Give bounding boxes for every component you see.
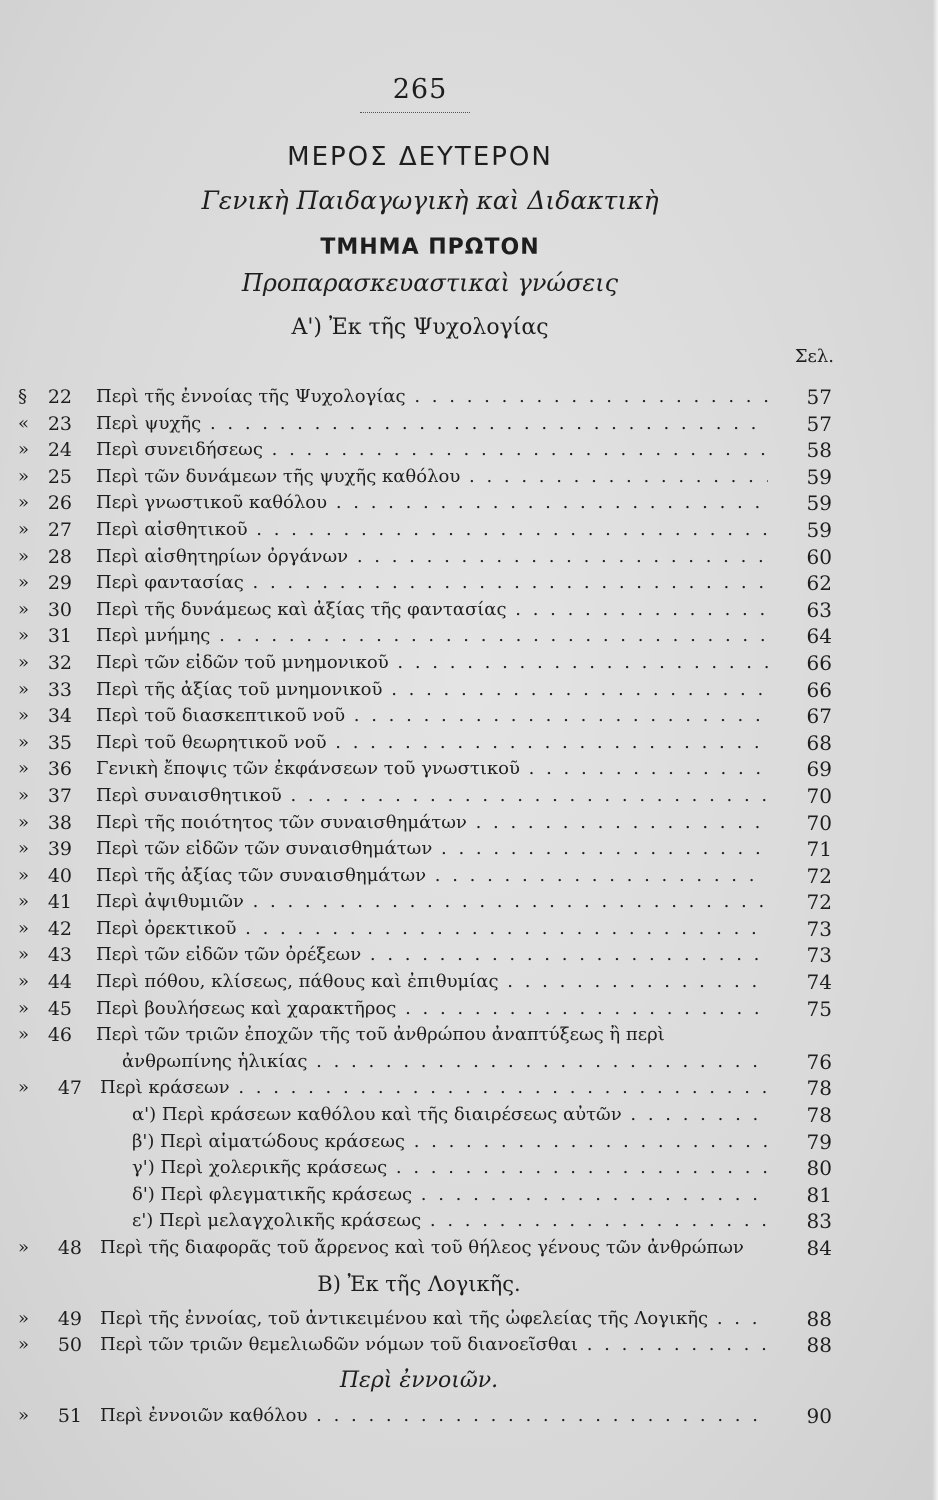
dotted-rule xyxy=(360,112,470,113)
entry-page: 70 xyxy=(806,783,832,808)
toc-entry xyxy=(0,916,938,943)
entry-mark: » xyxy=(18,705,30,727)
entry-page: 62 xyxy=(806,571,832,596)
entry-number: 38 xyxy=(47,811,72,834)
entry-mark: » xyxy=(18,518,30,540)
entry-number: 37 xyxy=(47,784,72,807)
toc-entry xyxy=(0,1306,938,1333)
entry-number: 46 xyxy=(47,1024,72,1047)
entry-page: 59 xyxy=(806,464,832,489)
entry-number: 27 xyxy=(47,518,72,541)
page-number: 265 xyxy=(392,74,448,105)
toc-entry xyxy=(0,1129,938,1156)
entry-mark: » xyxy=(18,1024,30,1046)
entry-number: 50 xyxy=(57,1334,82,1357)
entry-title: Περὶ μνήμης . . . xyxy=(96,623,768,649)
entry-number: 48 xyxy=(57,1237,82,1259)
entry-title: Περὶ τῶν εἰδῶν τῶν ὀρέξεων . . . xyxy=(96,942,768,968)
entry-mark: § xyxy=(18,386,27,407)
entry-mark: » xyxy=(18,598,30,620)
entry-title: Περὶ τοῦ θεωρητικοῦ νοῦ . . . xyxy=(96,730,768,756)
toc-entry xyxy=(0,1332,938,1359)
entry-page: 64 xyxy=(806,624,832,649)
entry-page: 81 xyxy=(806,1182,832,1207)
entry-number: 45 xyxy=(47,997,72,1020)
entry-title: Περὶ τῆς ποιότητος τῶν συναισθημάτων . . . xyxy=(96,810,768,836)
entry-number: 34 xyxy=(47,705,72,728)
entry-mark: » xyxy=(18,1334,30,1356)
section-title: ΤΜΗΜΑ ΠΡΩΤΟΝ xyxy=(320,235,540,260)
entry-title: Περὶ τῶν εἰδῶν τῶν συναισθημάτων . . . xyxy=(96,836,768,862)
toc-entry xyxy=(0,836,938,863)
entry-page: 68 xyxy=(806,730,832,755)
entry-title: Περὶ πόθου, κλίσεως, πάθους καὶ ἐπιθυμίας . . . xyxy=(96,969,768,995)
entry-page: 78 xyxy=(806,1076,832,1101)
entry-mark: » xyxy=(18,1307,30,1329)
entry-title: Περὶ συνειδήσεως . . . xyxy=(96,437,768,463)
entry-mark: » xyxy=(18,971,30,993)
entry-title: Περὶ γνωστικοῦ καθόλου . . . xyxy=(96,490,768,516)
entry-page: 71 xyxy=(806,837,832,862)
toc-entry xyxy=(0,969,938,996)
entry-mark: » xyxy=(18,758,30,780)
entry-number: 41 xyxy=(47,891,72,914)
entry-page: 78 xyxy=(806,1103,832,1128)
toc-entry xyxy=(0,490,938,517)
toc-entry xyxy=(0,623,938,650)
entry-mark: » xyxy=(18,944,30,966)
entry-mark: » xyxy=(18,784,30,806)
section-subtitle: Προπαρασκευαστικαὶ γνώσεις xyxy=(241,269,619,297)
entry-mark: » xyxy=(18,1237,30,1258)
entry-mark: » xyxy=(18,625,30,647)
entry-number: 29 xyxy=(47,572,72,595)
entry-title: Περὶ συναισθητικοῦ . . . xyxy=(96,783,768,809)
entry-title: Περὶ αἰσθητηρίων ὀργάνων . . . xyxy=(96,544,768,570)
entry-mark: » xyxy=(18,731,30,753)
entry-page: 88 xyxy=(806,1306,832,1331)
toc-entry xyxy=(0,1182,938,1209)
toc-entry xyxy=(0,703,938,730)
toc-entry-46-cont xyxy=(0,1049,938,1076)
entry-title: Περὶ αἰσθητικοῦ . . . xyxy=(96,517,768,543)
entry-title: δ') Περὶ φλεγματικῆς κράσεως . . . xyxy=(132,1182,768,1208)
toc-entry xyxy=(0,810,938,837)
toc-entry xyxy=(0,730,938,757)
entry-title: Περὶ τῆς διαφορᾶς τοῦ ἄρρενος καὶ τοῦ θήλεος γένους τῶν ἀνθρώπων xyxy=(100,1237,744,1258)
entry-mark: » xyxy=(18,1077,30,1099)
entry-title: Περὶ τῆς δυνάμεως καὶ ἀξίας τῆς φαντασίας . . . xyxy=(96,597,768,623)
entry-number: 51 xyxy=(57,1404,82,1427)
subsection-a-heading: Α') Ἐκ τῆς Ψυχολογίας xyxy=(291,315,549,340)
entry-number: 24 xyxy=(47,439,72,462)
toc-entry xyxy=(0,517,938,544)
entry-page: 66 xyxy=(806,677,832,702)
entry-number: 32 xyxy=(47,651,72,674)
entry-number: 40 xyxy=(47,864,72,887)
entry-page: 83 xyxy=(806,1209,832,1234)
entry-number: 30 xyxy=(47,598,72,621)
entry-title: α') Περὶ κράσεων καθόλου καὶ τῆς διαιρέσεως αὐτῶν . . . xyxy=(132,1102,768,1128)
entry-title: Περὶ ὀρεκτικοῦ . . . xyxy=(96,916,768,942)
entry-mark: » xyxy=(18,465,30,487)
entry-mark: » xyxy=(18,1404,30,1426)
entry-page: 75 xyxy=(806,996,832,1021)
entry-number: 47 xyxy=(57,1077,82,1100)
entry-number: 42 xyxy=(47,917,72,940)
entry-page: 66 xyxy=(806,650,832,675)
entry-mark: » xyxy=(18,439,30,461)
toc-entry xyxy=(0,1155,938,1182)
entry-number: 22 xyxy=(47,386,72,408)
entry-title: Περὶ τῆς ἀξίας τοῦ μνημονικοῦ . . . xyxy=(96,677,768,703)
entry-title: Περὶ τῶν τριῶν θεμελιωδῶν νόμων τοῦ διανοεῖσθαι . . . xyxy=(100,1332,768,1358)
entry-page: 58 xyxy=(806,438,832,463)
toc-entry xyxy=(0,570,938,597)
entry-number: 44 xyxy=(47,971,72,994)
entry-title: Περὶ τῶν τριῶν ἐποχῶν τῆς τοῦ ἀνθρώπου ἀναπτύξεως ἢ περὶ xyxy=(96,1024,665,1046)
entry-title: ε') Περὶ μελαγχολικῆς κράσεως . . . xyxy=(132,1208,768,1234)
entry-page: 73 xyxy=(806,943,832,968)
entry-number: 23 xyxy=(47,412,72,435)
entry-mark: » xyxy=(18,864,30,886)
toc-entry xyxy=(0,863,938,890)
page-column-header: Σελ. xyxy=(794,346,834,367)
toc-group-a xyxy=(0,384,938,1022)
entry-page: 74 xyxy=(806,970,832,995)
entry-number: 39 xyxy=(47,838,72,861)
toc-entry-48 xyxy=(0,1235,938,1262)
entry-title: Περὶ ἀψιθυμιῶν . . . xyxy=(96,889,768,915)
entry-title: Περὶ ἐννοιῶν καθόλου . . . xyxy=(100,1403,768,1429)
entry-page: 72 xyxy=(806,890,832,915)
toc-entry xyxy=(0,783,938,810)
entry-title-cont: ἀνθρωπίνης ἡλικίας . . . xyxy=(122,1049,768,1075)
entry-title: γ') Περὶ χολερικῆς κράσεως . . . xyxy=(132,1155,768,1181)
toc-group-b xyxy=(0,1306,938,1359)
toc-group-c xyxy=(0,1403,938,1430)
toc-entry xyxy=(0,464,938,491)
toc-entry-47 xyxy=(0,1075,938,1102)
entry-page: 88 xyxy=(806,1333,832,1358)
entry-page: 72 xyxy=(806,863,832,888)
toc-entry xyxy=(0,411,938,438)
entry-page: 57 xyxy=(806,411,832,436)
toc-entry-46 xyxy=(0,1022,938,1049)
entry-title: Περὶ τῶν εἰδῶν τοῦ μνημονικοῦ . . . xyxy=(96,650,768,676)
entry-page: 67 xyxy=(806,704,832,729)
entry-page: 59 xyxy=(806,517,832,542)
table-of-contents xyxy=(0,384,938,1429)
entry-number: 28 xyxy=(47,545,72,568)
entry-number: 43 xyxy=(47,944,72,967)
entry-mark: » xyxy=(18,678,30,700)
entry-title: Περὶ τῶν δυνάμεων τῆς ψυχῆς καθόλου . . . xyxy=(96,464,768,490)
entry-page: 69 xyxy=(806,757,832,782)
entry-page: 60 xyxy=(806,544,832,569)
entry-title: Γενικὴ ἔποψις τῶν ἐκφάνσεων τοῦ γνωστικοῦ . . . xyxy=(96,756,768,782)
entry-page: 79 xyxy=(806,1129,832,1154)
toc-entry xyxy=(0,756,938,783)
entry-mark: » xyxy=(18,891,30,913)
toc-group-47-subs xyxy=(0,1102,938,1235)
toc-entry xyxy=(0,1208,938,1235)
entry-mark: » xyxy=(18,545,30,567)
toc-entry xyxy=(0,650,938,677)
entry-mark: » xyxy=(18,492,30,514)
toc-entry xyxy=(0,384,938,411)
entry-title: Περὶ τῆς ἐννοίας τῆς Ψυχολογίας . . . xyxy=(96,384,768,410)
entry-title: β') Περὶ αἱματώδους κράσεως . . . xyxy=(132,1129,768,1155)
subsection-c-heading: Περὶ ἐννοιῶν. xyxy=(339,1367,499,1393)
entry-page: 59 xyxy=(806,491,832,516)
entry-page: 63 xyxy=(806,597,832,622)
entry-number: 33 xyxy=(47,678,72,701)
entry-title: Περὶ φαντασίας . . . xyxy=(96,570,768,596)
subsection-b-heading: Β) Ἐκ τῆς Λογικῆς. xyxy=(317,1271,521,1296)
part-subtitle: Γενικὴ Παιδαγωγικὴ καὶ Διδακτικὴ xyxy=(201,186,659,215)
entry-mark: » xyxy=(18,997,30,1019)
entry-page: 70 xyxy=(806,810,832,835)
entry-title: Περὶ ψυχῆς . . . xyxy=(96,411,768,437)
toc-entry xyxy=(0,544,938,571)
entry-number: 36 xyxy=(47,758,72,781)
toc-entry xyxy=(0,597,938,624)
entry-number: 25 xyxy=(47,465,72,488)
entry-page: 57 xyxy=(806,385,832,409)
entry-number: 31 xyxy=(47,625,72,648)
entry-page: 76 xyxy=(806,1049,832,1074)
entry-mark: » xyxy=(18,572,30,594)
entry-number: 35 xyxy=(47,731,72,754)
toc-entry xyxy=(0,889,938,916)
entry-title: Περὶ βουλήσεως καὶ χαρακτῆρος . . . xyxy=(96,996,768,1022)
part-title: ΜΕΡΟΣ ΔΕΥΤΕΡΟΝ xyxy=(287,142,553,172)
entry-mark: « xyxy=(18,412,30,434)
toc-entry xyxy=(0,1102,938,1129)
entry-page: 84 xyxy=(806,1236,832,1260)
toc-entry xyxy=(0,437,938,464)
toc-entry xyxy=(0,1403,938,1430)
entry-mark: » xyxy=(18,917,30,939)
entry-page: 80 xyxy=(806,1156,832,1181)
toc-entry xyxy=(0,942,938,969)
entry-page: 73 xyxy=(806,916,832,941)
entry-number: 26 xyxy=(47,492,72,515)
entry-title: Περὶ τῆς ἀξίας τῶν συναισθημάτων . . . xyxy=(96,863,768,889)
entry-page: 90 xyxy=(806,1403,832,1428)
entry-title: Περὶ τῆς ἐννοίας, τοῦ ἀντικειμένου καὶ τῆς ὠφελείας τῆς Λογικῆς . . . xyxy=(100,1306,768,1332)
entry-title: Περὶ κράσεων . . . xyxy=(100,1075,768,1101)
entry-number: 49 xyxy=(57,1307,82,1330)
toc-entry xyxy=(0,677,938,704)
entry-title: Περὶ τοῦ διασκεπτικοῦ νοῦ . . . xyxy=(96,703,768,729)
toc-entry xyxy=(0,996,938,1023)
entry-mark: » xyxy=(18,838,30,860)
entry-mark: » xyxy=(18,811,30,833)
entry-mark: » xyxy=(18,651,30,673)
